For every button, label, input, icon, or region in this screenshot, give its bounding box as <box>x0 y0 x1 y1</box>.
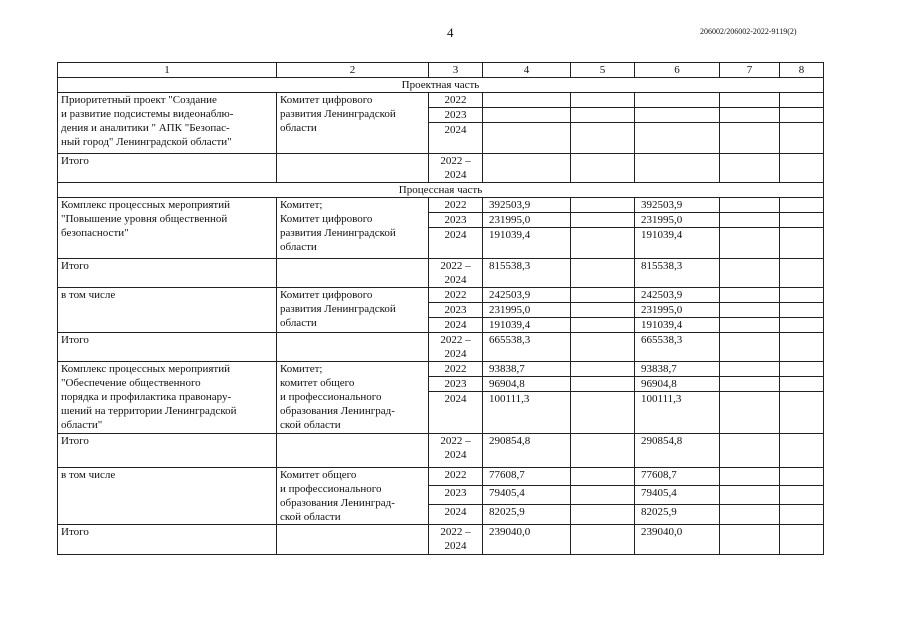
year-cell: 2024 <box>429 228 483 259</box>
section-title-process: Процессная часть <box>58 183 824 198</box>
row-responsible: Комитет цифрового развития Ленинградской области <box>277 93 429 154</box>
year-cell: 2022 <box>429 288 483 303</box>
value-cell: 231995,0 <box>483 303 571 318</box>
value-cell: 191039,4 <box>635 228 720 259</box>
year-cell: 2024 <box>429 318 483 333</box>
total-label: Итого <box>58 525 277 555</box>
column-header: 6 <box>635 63 720 78</box>
year-cell: 2023 <box>429 213 483 228</box>
column-header: 5 <box>571 63 635 78</box>
year-cell: 2023 <box>429 486 483 504</box>
value-cell: 231995,0 <box>483 213 571 228</box>
value-cell: 93838,7 <box>635 362 720 377</box>
row-name: Комплекс процессных мероприятий "Обеспечение общественного порядка и профилактика правонару- шений на территории Ленинградской области" <box>58 362 277 434</box>
row-name: в том числе <box>58 468 277 525</box>
column-header: 4 <box>483 63 571 78</box>
row-responsible: Комитет; комитет общего и профессионального образования Ленинград- ской области <box>277 362 429 434</box>
value-cell: 77608,7 <box>635 468 720 486</box>
total-label: Итого <box>58 434 277 468</box>
value-cell: 290854,8 <box>483 434 571 468</box>
value-cell: 242503,9 <box>483 288 571 303</box>
document-code: 206002/206002-2022-9119(2) <box>700 27 797 36</box>
row-name: в том числе <box>58 288 277 333</box>
row-responsible: Комитет; Комитет цифрового развития Ленинградской области <box>277 198 429 259</box>
page-number: 4 <box>447 25 454 40</box>
year-cell: 2024 <box>429 504 483 524</box>
period-cell: 2022 – 2024 <box>429 259 483 288</box>
value-cell: 815538,3 <box>483 259 571 288</box>
column-header: 7 <box>720 63 780 78</box>
value-cell: 191039,4 <box>483 228 571 259</box>
column-header: 3 <box>429 63 483 78</box>
year-cell: 2022 <box>429 468 483 486</box>
row-name: Приоритетный проект "Создание и развитие подсистемы видеонаблю- дения и аналитики " АПК "Безопас- ный город" Ленинградской области" <box>58 93 277 154</box>
total-label: Итого <box>58 154 277 183</box>
column-header: 1 <box>58 63 277 78</box>
column-header: 2 <box>277 63 429 78</box>
value-cell: 82025,9 <box>635 504 720 524</box>
value-cell: 79405,4 <box>483 486 571 504</box>
value-cell: 93838,7 <box>483 362 571 377</box>
column-number-row <box>58 63 824 78</box>
value-cell: 191039,4 <box>635 318 720 333</box>
value-cell: 665538,3 <box>483 333 571 362</box>
value-cell: 290854,8 <box>635 434 720 468</box>
row-responsible: Комитет общего и профессионального образования Ленинград- ской области <box>277 468 429 525</box>
section-title-project: Проектная часть <box>58 78 824 93</box>
value-cell: 231995,0 <box>635 303 720 318</box>
value-cell: 79405,4 <box>635 486 720 504</box>
value-cell: 96904,8 <box>635 377 720 392</box>
row-responsible: Комитет цифрового развития Ленинградской области <box>277 288 429 333</box>
year-cell: 2022 <box>429 93 483 108</box>
year-cell: 2023 <box>429 108 483 123</box>
year-cell: 2022 <box>429 198 483 213</box>
value-cell: 100111,3 <box>635 392 720 434</box>
value-cell: 100111,3 <box>483 392 571 434</box>
value-cell: 77608,7 <box>483 468 571 486</box>
value-cell: 82025,9 <box>483 504 571 524</box>
value-cell: 665538,3 <box>635 333 720 362</box>
period-cell: 2022 – 2024 <box>429 525 483 555</box>
value-cell: 231995,0 <box>635 213 720 228</box>
budget-table <box>57 62 824 555</box>
value-cell: 815538,3 <box>635 259 720 288</box>
value-cell: 242503,9 <box>635 288 720 303</box>
period-cell: 2022 – 2024 <box>429 434 483 468</box>
year-cell: 2022 <box>429 362 483 377</box>
year-cell: 2023 <box>429 303 483 318</box>
value-cell: 96904,8 <box>483 377 571 392</box>
period-cell: 2022 – 2024 <box>429 333 483 362</box>
year-cell: 2024 <box>429 123 483 154</box>
value-cell: 191039,4 <box>483 318 571 333</box>
year-cell: 2024 <box>429 392 483 434</box>
total-label: Итого <box>58 259 277 288</box>
total-label: Итого <box>58 333 277 362</box>
period-cell: 2022 – 2024 <box>429 154 483 183</box>
column-header: 8 <box>780 63 824 78</box>
row-name: Комплекс процессных мероприятий "Повышение уровня общественной безопасности" <box>58 198 277 259</box>
value-cell: 239040,0 <box>483 525 571 555</box>
year-cell: 2023 <box>429 377 483 392</box>
value-cell: 239040,0 <box>635 525 720 555</box>
value-cell: 392503,9 <box>483 198 571 213</box>
value-cell: 392503,9 <box>635 198 720 213</box>
